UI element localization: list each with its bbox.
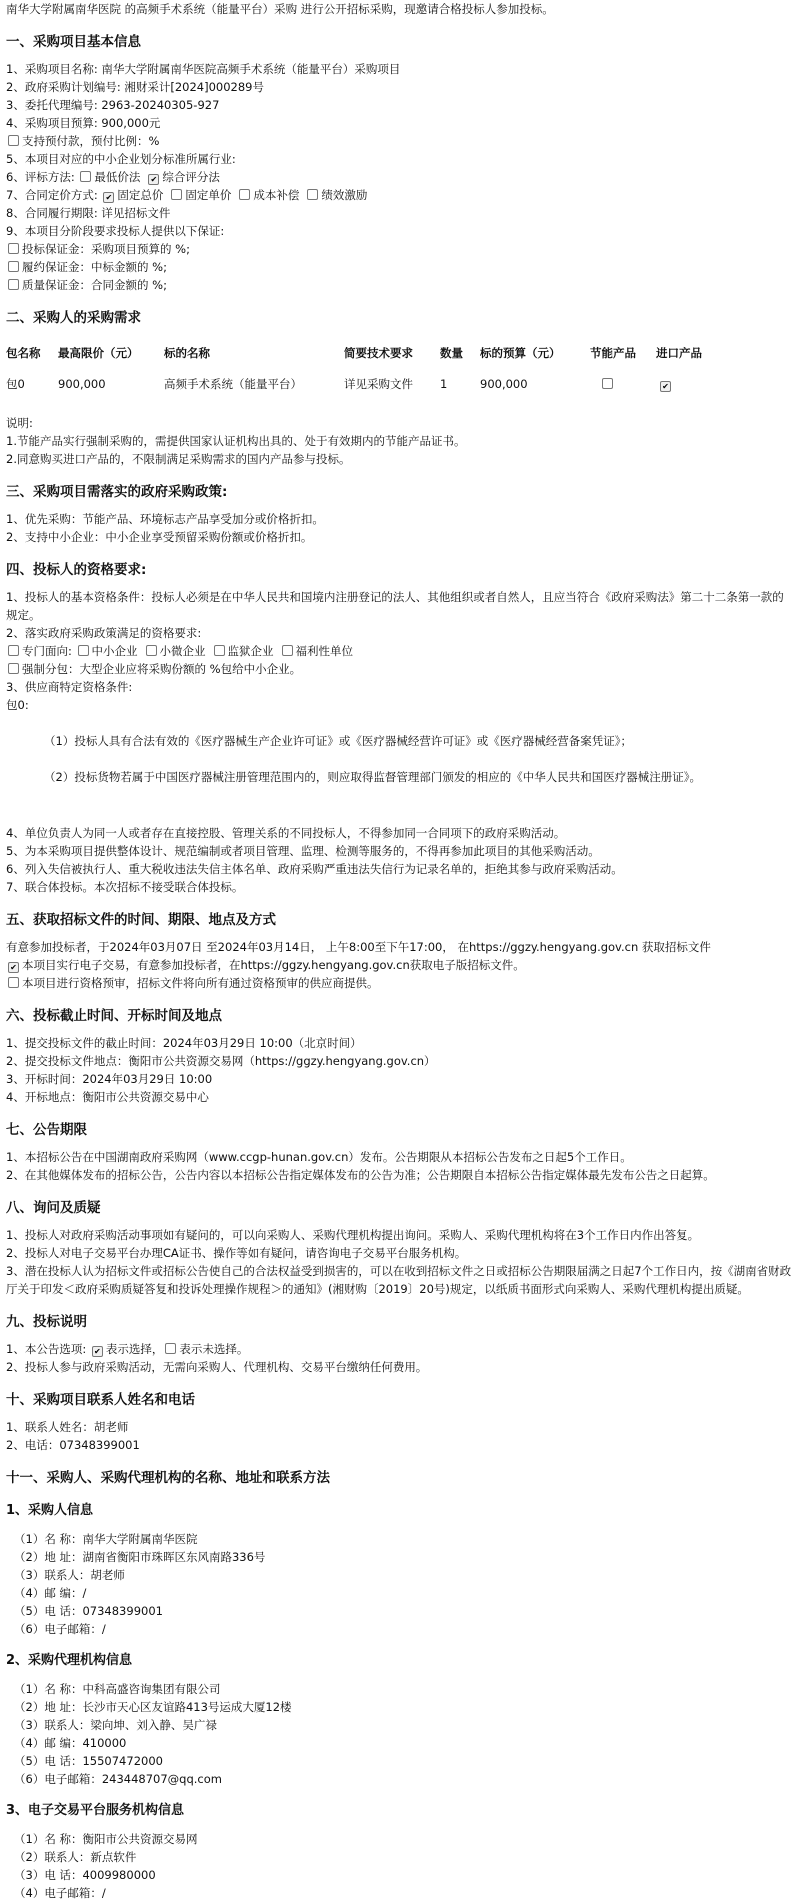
qual-6: 6、列入失信被执行人、重大税收违法失信主体名单、政府采购严重违法失信行为记录名单的，拒绝其参与政府采购活动。 [6, 862, 623, 876]
performance-bond: 履约保证金：中标金额的 %; [6, 258, 794, 276]
checkbox-unchecked[interactable] [8, 243, 19, 254]
col-header: 节能产品 [590, 346, 636, 360]
section-deadline [6, 1006, 794, 1106]
section-title: 四、投标人的资格要求: [6, 562, 147, 578]
checkbox-unchecked[interactable] [8, 135, 19, 146]
info-line: （3）电 话：4009980000 [14, 1868, 156, 1882]
checkbox-checked[interactable] [660, 381, 671, 392]
purchaser-title: 1、采购人信息 [6, 1503, 94, 1518]
electronic-option: ✔本项目实行电子交易，有意参加投标者，在https://ggzy.hengyang.gov.cn获取电子版招标文件。 [6, 956, 794, 974]
info-line: （1）名 称：南华大学附属南华医院 [14, 1532, 198, 1546]
note-1: 1.节能产品实行强制采购的，需提供国家认证机构出具的、处于有效期内的节能产品证书。 [6, 434, 466, 448]
package-label: 包0: [6, 698, 29, 712]
subcontract-option: 强制分包：大型企业应将采购份额的 %包给中小企业。 [6, 660, 794, 678]
cell-budget: 900,000 [480, 377, 528, 391]
note-title: 说明: [6, 416, 33, 430]
contact-phone: 2、电话：07348399001 [6, 1438, 140, 1452]
section-title: 五、获取招标文件的时间、期限、地点及方式 [6, 912, 276, 928]
checkbox-unchecked[interactable] [8, 977, 19, 988]
section-inquiry [6, 1198, 794, 1298]
obtain-info: 有意参加投标者，于2024年03月07日 至2024年03月14日， 上午8:00至下午17:00， 在https://ggzy.hengyang.gov.cn 获取招标文件 [6, 940, 711, 954]
checkbox-unchecked[interactable] [8, 663, 19, 674]
checkbox-unchecked[interactable] [146, 645, 157, 656]
qual-7: 7、联合体投标。本次招标不接受联合体投标。 [6, 880, 244, 894]
section-title: 十一、采购人、采购代理机构的名称、地址和联系方法 [6, 1470, 330, 1486]
qual-5: 5、为本采购项目提供整体设计、规范编制或者项目管理、监理、检测等服务的，不得再参加此项目的其他采购活动。 [6, 844, 600, 858]
inquiry-1: 1、投标人对政府采购活动事项如有疑问的，可以向采购人、采购代理机构提出询问。采购人、采购代理机构将在3个工作日内作出答复。 [6, 1228, 700, 1242]
prequal-option: 本项目进行资格预审，招标文件将向所有通过资格预审的供应商提供。 [6, 974, 794, 992]
info-line: （4）邮 编：410000 [14, 1736, 127, 1750]
section-title: 八、询问及质疑 [6, 1200, 101, 1216]
section-title: 十、采购项目联系人姓名和电话 [6, 1392, 195, 1408]
section-title: 七、公告期限 [6, 1122, 87, 1138]
deadline: 1、提交投标文件的截止时间：2024年03月29日 10:00（北京时间） [6, 1036, 362, 1050]
section-title: 二、采购人的采购需求 [6, 310, 141, 326]
cell-name: 高频手术系统（能量平台） [164, 377, 302, 391]
checkbox-unchecked[interactable] [78, 645, 89, 656]
info-line: （3）联系人：梁向坤、刘入静、吴广禄 [14, 1718, 217, 1732]
checkbox-unchecked[interactable] [8, 261, 19, 272]
cell-max-price: 900,000 [58, 377, 106, 391]
eval-method: 6、评标方法: 最低价法✔ 综合评分法 [6, 168, 794, 186]
info-line: （4）邮 编：/ [14, 1586, 87, 1600]
specific-req-2: （2）投标货物若属于中国医疗器械注册管理范围内的，则应取得监督管理部门颁发的相应的《中华人民共和国医疗器械注册证》。 [44, 770, 702, 784]
agency-info [6, 1680, 794, 1788]
checkbox-unchecked[interactable] [8, 279, 19, 290]
opening-location: 4、开标地点：衡阳市公共资源交易中心 [6, 1090, 209, 1104]
agency-title: 2、采购代理机构信息 [6, 1653, 133, 1668]
checkbox-unchecked[interactable] [239, 189, 250, 200]
section-instructions [6, 1312, 794, 1376]
info-line: （2）地 址：长沙市天心区友谊路413号运成大厦12楼 [14, 1700, 292, 1714]
info-line: （3）联系人：胡老师 [14, 1568, 125, 1582]
notes [6, 414, 794, 468]
col-header: 标的预算（元） [480, 346, 561, 360]
info-line: （5）电 话：07348399001 [14, 1604, 163, 1618]
guarantee-intro: 9、本项目分阶段要求投标人提供以下保证: [6, 224, 225, 238]
no-fee: 2、投标人参与政府采购活动，无需向采购人、代理机构、交易平台缴纳任何费用。 [6, 1360, 428, 1374]
section-title: 九、投标说明 [6, 1314, 87, 1330]
section-basic-info [6, 32, 794, 294]
col-header: 标的名称 [164, 346, 210, 360]
section-qualifications [6, 560, 794, 896]
checkbox-unchecked[interactable] [307, 189, 318, 200]
period-1: 1、本招标公告在中国湖南政府采购网（www.ccgp-hunan.gov.cn）发布。公告期限从本招标公告发布之日起5个工作日。 [6, 1150, 632, 1164]
info-line: （2）联系人：新点软件 [14, 1850, 137, 1864]
table-row [6, 370, 722, 398]
checkbox-checked[interactable] [148, 174, 159, 185]
section-requirements [6, 308, 794, 468]
checkbox-checked[interactable] [103, 192, 114, 203]
col-header: 数量 [440, 346, 463, 360]
plan-number: 2、政府采购计划编号: 湘财采计[2024]000289号 [6, 80, 264, 94]
info-line: （1）名 称：衡阳市公共资源交易网 [14, 1832, 198, 1846]
info-line: （4）电子邮箱：/ [14, 1886, 106, 1900]
info-line: （2）地 址：湖南省衡阳市珠晖区东风南路336号 [14, 1550, 266, 1564]
info-line: （6）电子邮箱：243448707@qq.com [14, 1772, 222, 1786]
prepay-option: 支持预付款，预付比例：% [6, 132, 794, 150]
contact-name: 1、联系人姓名：胡老师 [6, 1420, 129, 1434]
qual-4: 4、单位负责人为同一人或者存在直接控股、管理关系的不同投标人，不得参加同一合同项下的政府采购活动。 [6, 826, 566, 840]
purchaser-info [6, 1530, 794, 1638]
bid-bond: 投标保证金：采购项目预算的 %; [6, 240, 794, 258]
pricing-method: 7、合同定价方式: ✔ 固定总价 固定单价 成本补偿 绩效激励 [6, 186, 794, 204]
cell-tech: 详见采购文件 [344, 377, 413, 391]
checkbox-checked[interactable] [8, 962, 19, 973]
section-title: 六、投标截止时间、开标时间及地点 [6, 1008, 222, 1024]
info-line: （1）名 称：中科高盛咨询集团有限公司 [14, 1682, 221, 1696]
col-header: 最高限价（元） [58, 346, 139, 360]
budget: 4、采购项目预算: 900,000元 [6, 116, 161, 130]
section-title: 一、采购项目基本信息 [6, 34, 141, 50]
period-2: 2、在其他媒体发布的招标公告，公告内容以本招标公告指定媒体发布的公告为准；公告期限自本招标公告指定媒体最先发布公告之日起算。 [6, 1168, 715, 1182]
checkbox-unchecked[interactable] [214, 645, 225, 656]
inquiry-3: 3、潜在投标人认为招标文件或招标公告使自己的合法权益受到损害的，可以在收到招标文件之日或招标公告期限届满之日起7个工作日内，按《湖南省财政厅关于印发＜政府采购质疑答复和投诉处理操作规程＞的通知》(湘财购〔2019〕20号)规定，以纸质书面形式向采购人、采购代理机构提出质疑。 [6, 1264, 792, 1296]
contract-period: 8、合同履行期限: 详见招标文件 [6, 206, 171, 220]
agency-number: 3、委托代理编号: 2963-20240305-927 [6, 98, 220, 112]
section-policy [6, 482, 794, 546]
cell-qty: 1 [440, 377, 448, 391]
platform-info [6, 1830, 794, 1902]
intro-text: 南华大学附属南华医院 的高频手术系统（能量平台）采购 进行公开招标采购，现邀请合格投标人参加投标。 [6, 2, 554, 16]
checkbox-unchecked[interactable] [80, 171, 91, 182]
section-obtain-docs [6, 910, 794, 992]
info-line: （5）电 话：15507472000 [14, 1754, 163, 1768]
submit-location: 2、提交投标文件地点：衡阳市公共资源交易网（https://ggzy.hengyang.gov.cn） [6, 1054, 436, 1068]
items-table [6, 336, 722, 398]
cell-energy [590, 370, 656, 398]
cell-pkg: 包0 [6, 377, 25, 391]
cell-import [656, 370, 722, 398]
policy-2: 2、支持中小企业：中小企业享受预留采购份额或价格折扣。 [6, 530, 313, 544]
col-header: 进口产品 [656, 346, 702, 360]
dedicated-options: 专门面向: 中小企业 小微企业 监狱企业 福利性单位 [6, 642, 794, 660]
legend: 1、本公告选项: ✔ 表示选择， 表示未选择。 [6, 1340, 794, 1358]
qual-2: 2、落实政府采购政策满足的资格要求: [6, 626, 202, 640]
quality-bond: 质量保证金：合同金额的 %; [6, 276, 794, 294]
qual-1: 1、投标人的基本资格条件：投标人必须是在中华人民共和国境内注册登记的法人、其他组织或者自然人，且应当符合《政府采购法》第二十二条第一款的规定。 [6, 590, 784, 622]
checkbox-unchecked[interactable] [171, 189, 182, 200]
section-parties [6, 1468, 794, 1902]
project-name: 1、采购项目名称: 南华大学附属南华医院高频手术系统（能量平台）采购项目 [6, 62, 401, 76]
qual-3: 3、供应商特定资格条件: [6, 680, 133, 694]
checkbox-checked[interactable] [92, 1346, 103, 1357]
checkbox-unchecked[interactable] [602, 378, 613, 389]
info-line: （6）电子邮箱：/ [14, 1622, 106, 1636]
specific-req-1: （1）投标人具有合法有效的《医疗器械生产企业许可证》或《医疗器械经营许可证》或《医疗器械经营备案凭证》； [44, 734, 633, 748]
policy-1: 1、优先采购：节能产品、环境标志产品享受加分或价格折扣。 [6, 512, 324, 526]
platform-title: 3、电子交易平台服务机构信息 [6, 1803, 185, 1818]
checkbox-unchecked[interactable] [165, 1343, 176, 1354]
opening-time: 3、开标时间：2024年03月29日 10:00 [6, 1072, 213, 1086]
col-header: 简要技术要求 [344, 346, 413, 360]
section-title: 三、采购项目需落实的政府采购政策: [6, 484, 228, 500]
checkbox-unchecked[interactable] [8, 645, 19, 656]
inquiry-2: 2、投标人对电子交易平台办理CA证书、操作等如有疑问，请咨询电子交易平台服务机构。 [6, 1246, 467, 1260]
checkbox-unchecked[interactable] [282, 645, 293, 656]
industry: 5、本项目对应的中小企业划分标准所属行业: [6, 152, 236, 166]
section-notice-period [6, 1120, 794, 1184]
section-contact [6, 1390, 794, 1454]
table-header-row [6, 336, 722, 370]
note-2: 2.同意购买进口产品的，不限制满足采购需求的国内产品参与投标。 [6, 452, 351, 466]
col-header: 包名称 [6, 346, 41, 360]
